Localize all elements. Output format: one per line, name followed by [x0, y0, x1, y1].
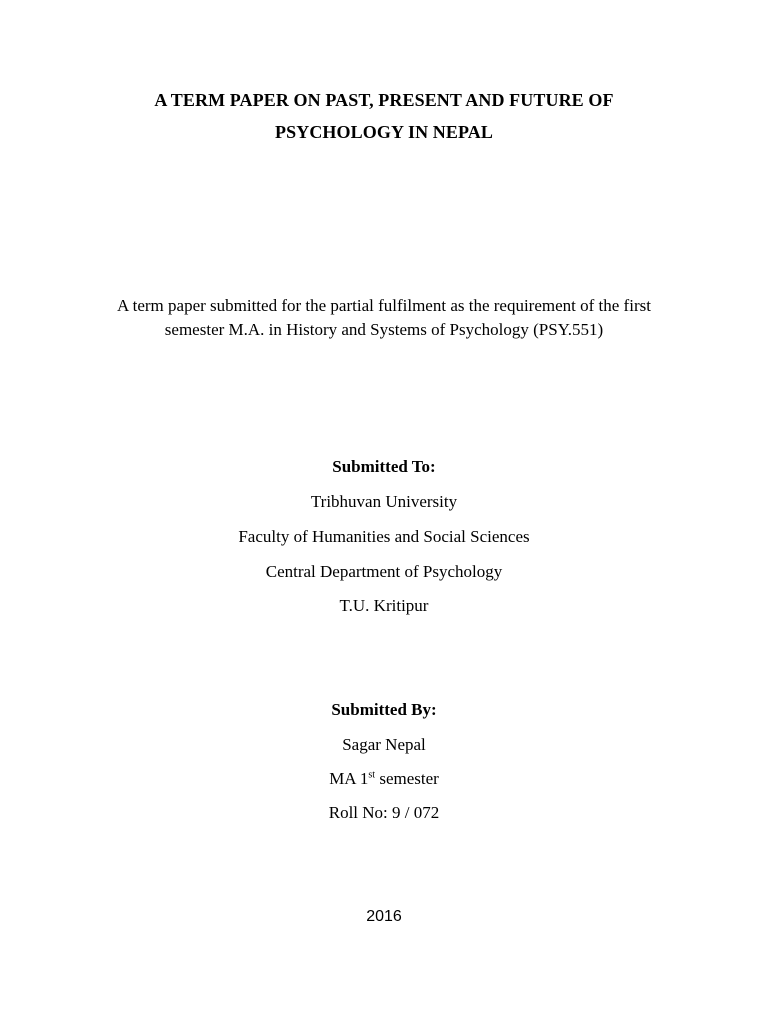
- submitted-by-heading: Submitted By:: [331, 700, 437, 719]
- submitted-to-heading: Submitted To:: [332, 457, 436, 476]
- semester-ordinal-suffix: st: [368, 769, 376, 781]
- author-name: Sagar Nepal: [342, 735, 426, 754]
- paper-title-line-1: A TERM PAPER ON PAST, PRESENT AND FUTURE OF: [154, 90, 614, 110]
- roll-number: Roll No: 9 / 072: [328, 803, 440, 822]
- description-line-1: A term paper submitted for the partial fulfilment as the requirement of the first: [117, 296, 651, 315]
- semester-line: [0, 769, 768, 789]
- campus-location: T.U. Kritipur: [339, 596, 429, 615]
- semester-suffix: semester: [375, 769, 439, 788]
- description-line-2: semester M.A. in History and Systems of Psychology (PSY.551): [164, 320, 604, 339]
- faculty-name: Faculty of Humanities and Social Sciences: [238, 527, 530, 546]
- semester-prefix: MA 1: [329, 769, 369, 788]
- department-name: Central Department of Psychology: [265, 562, 503, 581]
- submission-year: 2016: [366, 908, 402, 925]
- paper-title-line-2: PSYCHOLOGY IN NEPAL: [275, 122, 493, 142]
- university-name: Tribhuvan University: [310, 492, 458, 511]
